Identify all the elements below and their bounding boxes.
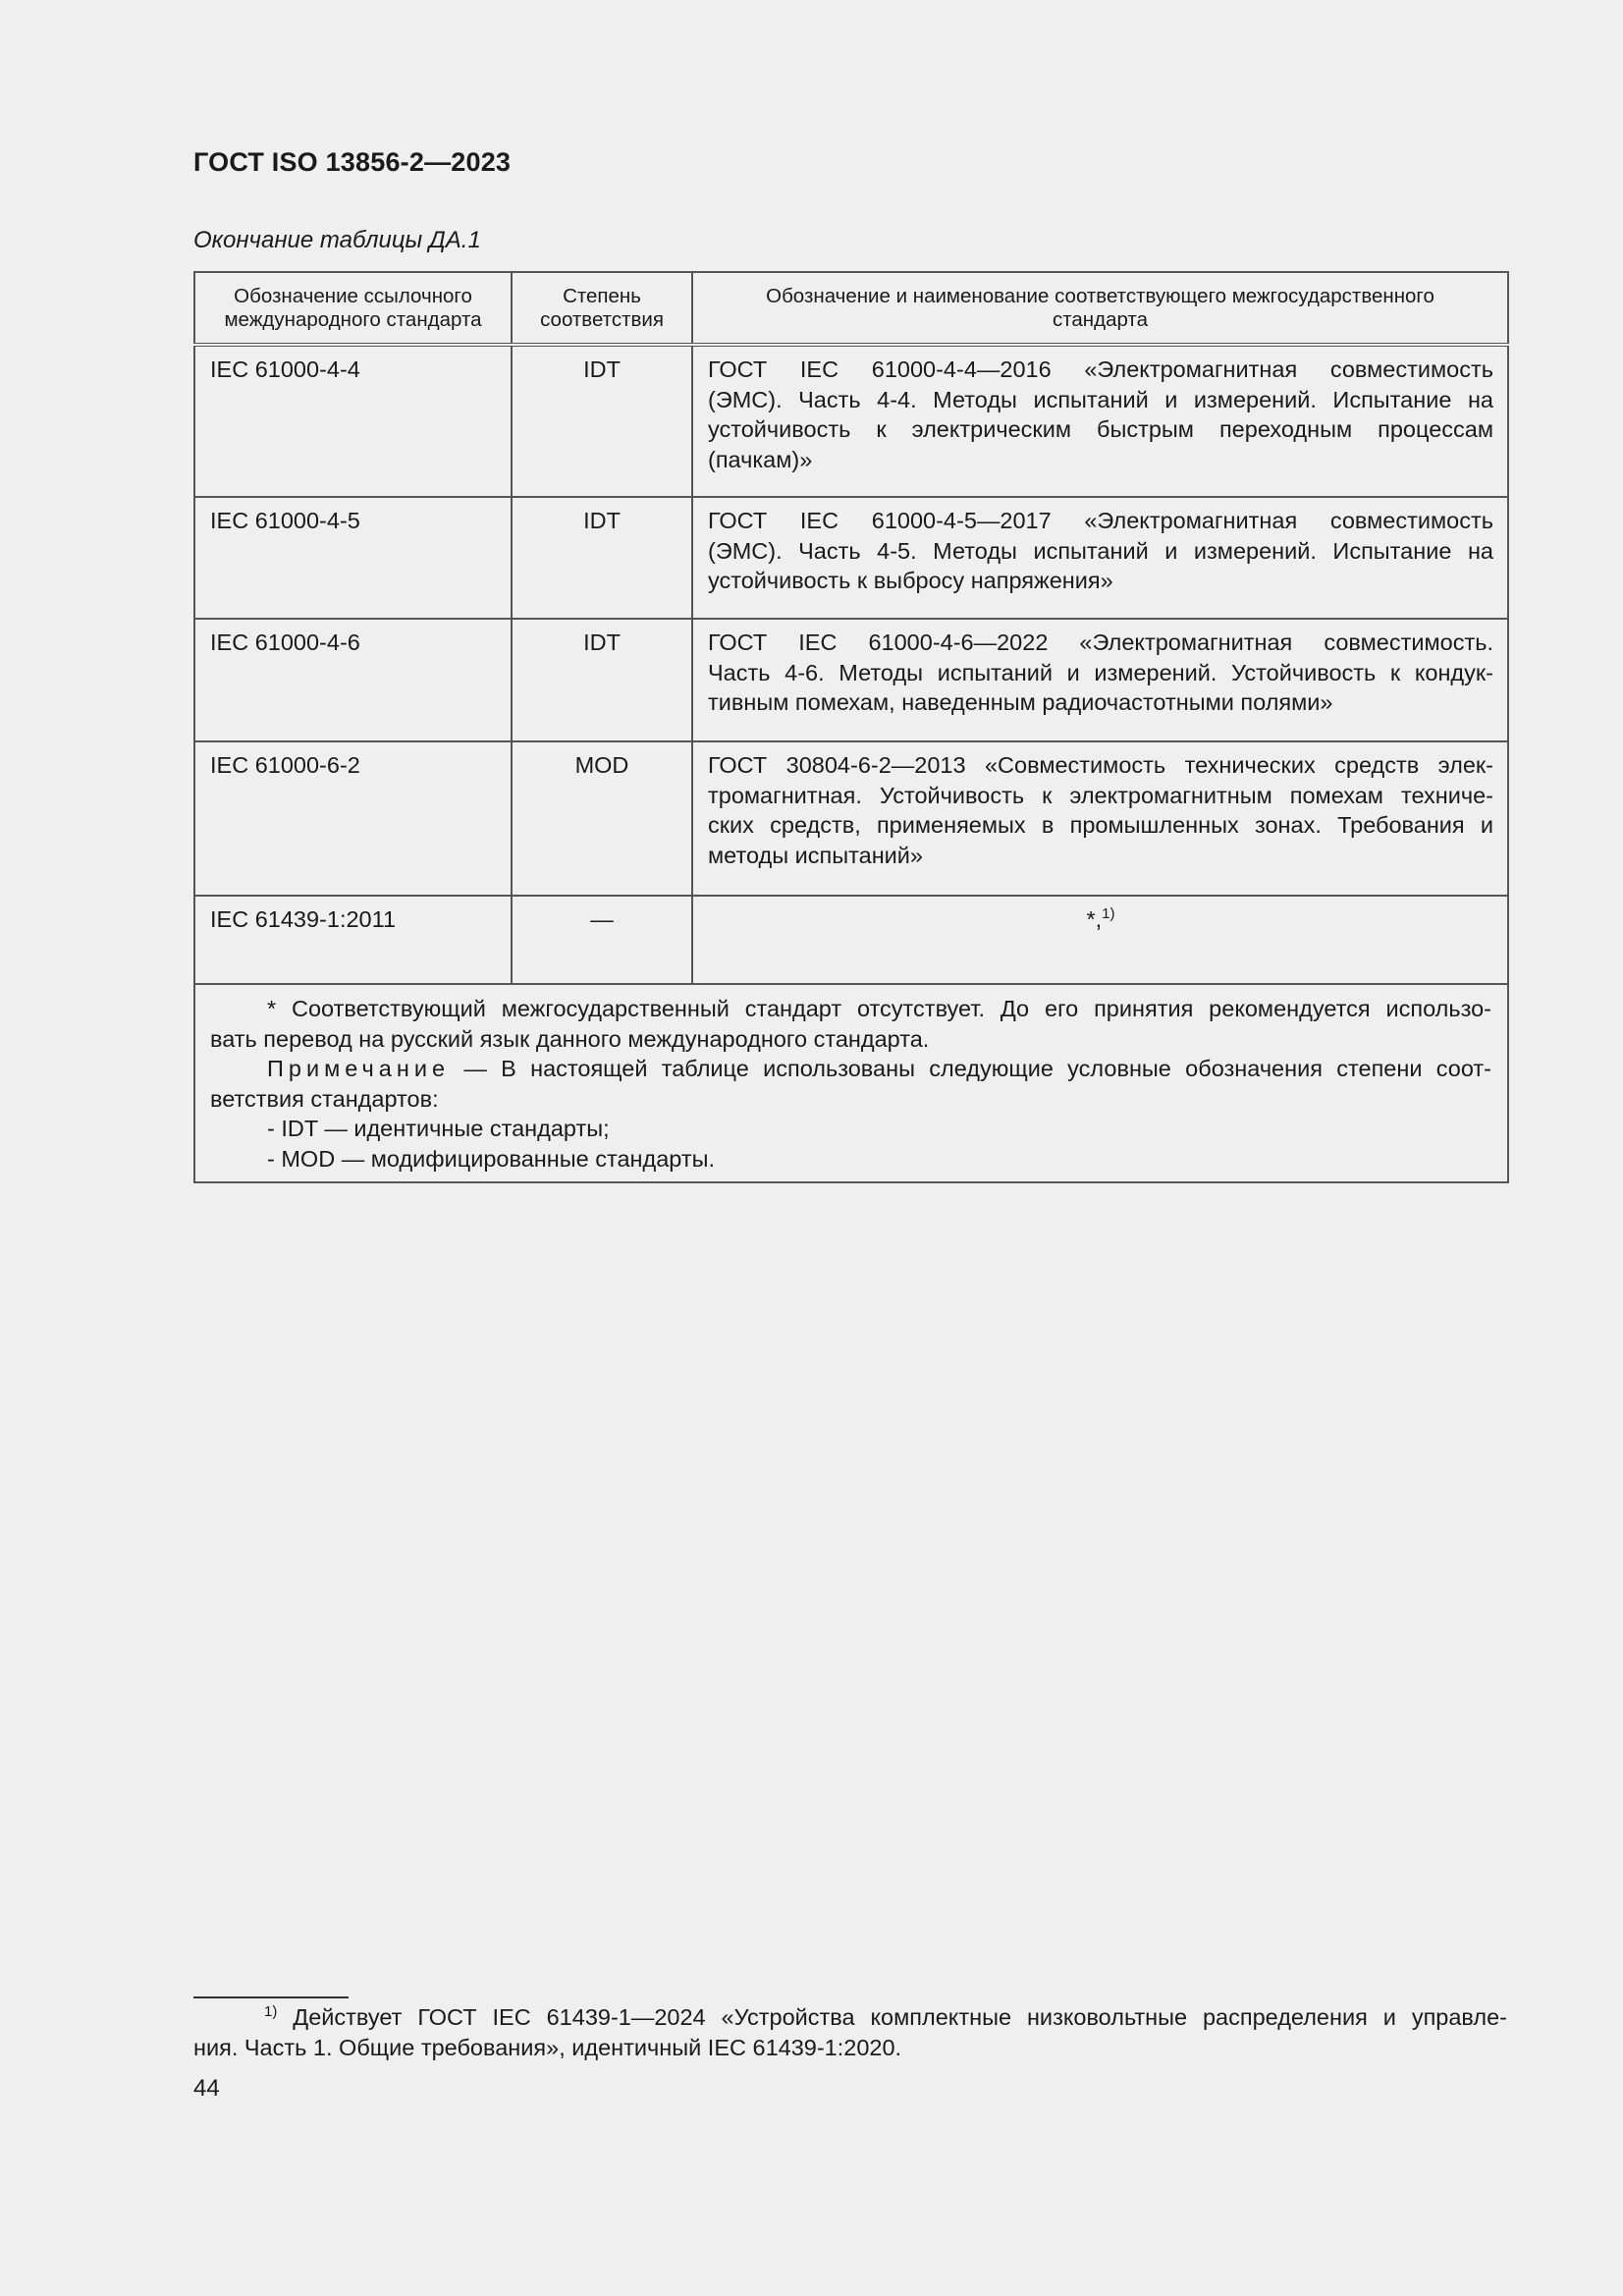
footnote-text: Действует ГОСТ IEC 61439-1—2024 «Устройства комплектные низковольтные распределения и управле-	[277, 2004, 1507, 2030]
table-row	[194, 497, 1508, 619]
description-cell	[692, 896, 1508, 984]
table-notes-row	[194, 984, 1508, 1182]
description-cell	[692, 741, 1508, 896]
column-header-interstate-standard	[692, 272, 1508, 345]
column-header-degree	[512, 272, 692, 345]
footnote-line	[193, 2002, 1507, 2033]
column-header-line: стандарта	[1052, 307, 1148, 331]
description-cell	[692, 619, 1508, 741]
description-line: (ЭМС). Часть 4-4. Методы испытаний и измерений. Испытание на	[708, 386, 1493, 412]
description-line: (ЭМС). Часть 4-5. Методы испытаний и измерений. Испытание на	[708, 537, 1493, 564]
table-row	[194, 345, 1508, 497]
notes-cell	[194, 984, 1508, 1182]
degree-cell: IDT	[512, 345, 692, 497]
description-line: тивным помехам, наведенным радиочастотными полями»	[708, 689, 1333, 715]
table-row	[194, 619, 1508, 741]
description-line: (пачкам)»	[708, 446, 813, 472]
standard-cell: IEC 61000-4-5	[194, 497, 512, 619]
description-line: ГОСТ IEC 61000-4-4—2016 «Электромагнитная совместимость	[708, 356, 1493, 382]
page-number: 44	[193, 2075, 220, 2102]
standards-table	[193, 271, 1509, 1183]
degree-cell: IDT	[512, 497, 692, 619]
description-line: ских средств, применяемых в промышленных зонах. Требования и	[708, 812, 1493, 838]
standard-cell: IEC 61439-1:2011	[194, 896, 512, 984]
note-list-item: - IDT — идентичные стандарты;	[267, 1116, 610, 1141]
description-line: устойчивость к выбросу напряжения»	[708, 568, 1113, 593]
footnote-separator	[193, 1996, 349, 1998]
description-text: *,	[1086, 906, 1103, 932]
column-header-line: соответствия	[540, 307, 664, 331]
note-line: ветствия стандартов:	[210, 1085, 439, 1112]
column-header-line: Обозначение ссылочного	[234, 284, 472, 307]
standard-cell: IEC 61000-6-2	[194, 741, 512, 896]
column-header-line: Степень	[563, 284, 641, 307]
document-title: ГОСТ ISO 13856-2—2023	[193, 147, 512, 177]
degree-cell: MOD	[512, 741, 692, 896]
table-caption: Окончание таблицы ДА.1	[193, 227, 481, 253]
degree-cell: IDT	[512, 619, 692, 741]
column-header-line: международного стандарта	[224, 307, 482, 331]
footnote-marker: 1)	[264, 2003, 278, 2021]
note-text: — В настоящей таблице использованы следующие условные обозначения степени соот-	[450, 1056, 1491, 1081]
asterisk-note-line: * Соответствующий межгосударственный стандарт отсутствует. До его принятия рекомендуется использо-	[267, 996, 1491, 1021]
standard-cell: IEC 61000-4-4	[194, 345, 512, 497]
description-line: Часть 4-6. Методы испытаний и измерений. Устойчивость к кондук-	[708, 659, 1493, 685]
asterisk-note-line: вать перевод на русский язык данного международного стандарта.	[210, 1025, 930, 1052]
note-label: Примечание	[267, 1056, 451, 1081]
description-line: ГОСТ 30804-6-2—2013 «Совместимость технических средств элек-	[708, 752, 1493, 778]
standard-cell: IEC 61000-4-6	[194, 619, 512, 741]
description-line: ГОСТ IEC 61000-4-6—2022 «Электромагнитная совместимость.	[708, 629, 1493, 655]
description-cell	[692, 497, 1508, 619]
description-line: ГОСТ IEC 61000-4-5—2017 «Электромагнитная совместимость	[708, 508, 1493, 533]
description-line: тромагнитная. Устойчивость к электромагнитным помехам техниче-	[708, 782, 1493, 808]
footnote-line: ния. Часть 1. Общие требования», идентичный IEC 61439-1:2020.	[193, 2035, 902, 2060]
note-list-item: - MOD — модифицированные стандарты.	[267, 1145, 716, 1172]
description-line: устойчивость к электрическим быстрым переходным процессам	[708, 416, 1493, 442]
table-row	[194, 741, 1508, 896]
table-header-row	[194, 272, 1508, 345]
footnote	[193, 2002, 1507, 2063]
degree-cell: —	[512, 896, 692, 984]
table-row	[194, 896, 1508, 984]
note-line	[210, 1054, 1491, 1084]
table-container	[193, 271, 1507, 1183]
footnote-reference: 1)	[1102, 905, 1115, 923]
description-line: методы испытаний»	[708, 842, 923, 868]
column-header-reference-standard	[194, 272, 512, 345]
description-cell	[692, 345, 1508, 497]
column-header-line: Обозначение и наименование соответствующего межгосударственного	[766, 284, 1434, 307]
